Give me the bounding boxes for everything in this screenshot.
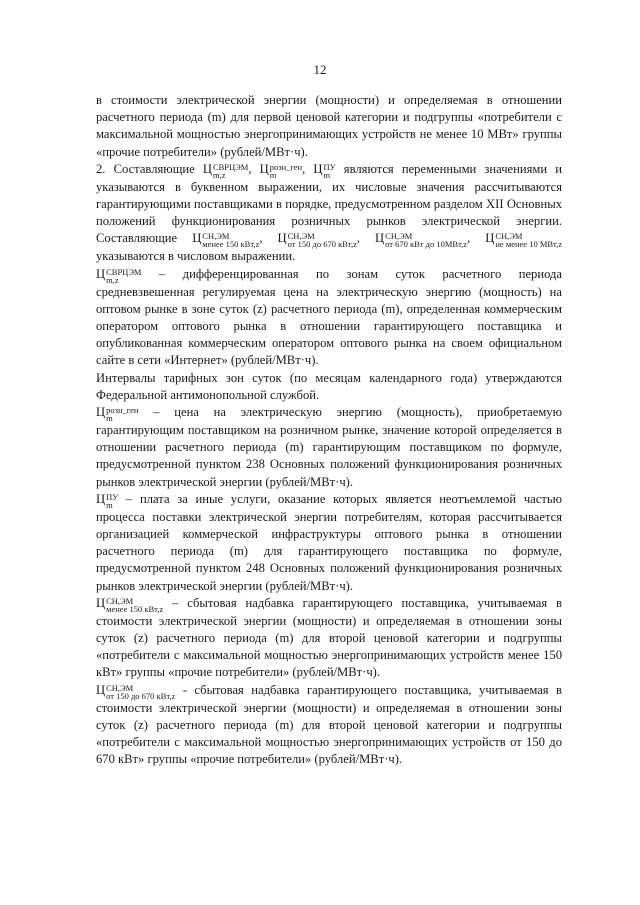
symbol-c-sn-em-150-670: Ц СН,ЭМ от 150 до 670 кВт,z [277,231,357,250]
symbol-c-rozn-gen: Ц розн_ген m [96,405,139,424]
paragraph-7: Ц СН,ЭМ менее 150 кВт,z – сбытовая надбавка гарантирующего поставщика, учитываемая в стоимости электрической энергии (мощности) и определяемая в отношении зоны суток (z) расчетного периода (m) для второй ценовой категории и подгруппы «потребители с максимальной мощностью энергопринимающих устройств менее 150 кВт» группы «прочие потребители» (рублей/МВт·ч). [96,595,562,680]
paragraph-2-text-d: являются переменными значениями и указываются в буквенном выражении, их числовые значения рассчитываются гарантирующими поставщиками в порядке, предусмотренном разделом XII Основных положений функционирования розничных рынков электрической энергии. Составляющие [96,161,562,246]
symbol-c-sn-em-ne-less10: Ц СН,ЭМ не менее 10 МВт,z [485,231,563,250]
symbol-c-sn-em-150-670: Ц СН,ЭМ от 150 до 670 кВт,z [96,682,176,701]
paragraph-4: Интервалы тарифных зон суток (по месяцам календарного года) утверждаются Федеральной антимонопольной службой. [96,370,562,402]
symbol-c-svrcem: Ц СВРЦЭМ m,z [202,161,249,180]
document-body [96,92,562,769]
paragraph-1: в стоимости электрической энергии (мощности) и определяемая в отношении расчетного периода (m) для первой ценовой категории и подгруппы «потребители с максимальной мощностью энергопринимающих устройств не менее 10 МВт» группы «прочие потребители» (рублей/МВт·ч). [96,93,562,159]
symbol-c-sn-em-less150: Ц СН,ЭМ менее 150 кВт,z [192,231,260,250]
paragraph-6: Ц ПУ m – плата за иные услуги, оказание которых является неотъемлемой частью процесса поставки электрической энергии потребителям, которая рассчитывается организацией коммерческой инфраструктуры оптового рынка в отношении расчетного периода (m) для гарантирующего поставщика по формуле, предусмотренной пунктом 248 Основных положений функционирования розничных рынков электрической энергии (рублей/МВт·ч). [96,491,562,593]
symbol-c-sn-em-670-10: Ц СН,ЭМ от 670 кВт до 10МВт,z [375,231,468,250]
paragraph-5: Ц розн_ген m – цена на электрическую энергию (мощность), приобретаемую гарантирующим поставщиком на розничном рынке, значение которой определяется в отношении расчетного периода (m) гарантирующим поставщиком по формуле, предусмотренной пунктом 238 Основных положений функционирования розничных рынков электрической энергии (рублей/МВт·ч). [96,405,562,489]
page-number: 12 [313,62,327,77]
paragraph-3: Ц СВРЦЭМ m,z – дифференцированная по зонам суток расчетного периода средневзвешенная регулируемая цена на электрическую энергию (мощность) на оптовом рынке в зоне суток (z) расчетного периода (m), определенная коммерческим оператором оптового рынка в отношении гарантирующего поставщика и опубликованная коммерческим оператором оптового рынка на своем официальном сайте в сети «Интернет» (рублей/МВт·ч). [96,266,562,368]
symbol-c-pu: Ц ПУ m [313,161,336,180]
symbol-c-svrcem: Ц СВРЦЭМ m,z [96,266,142,285]
paragraph-2-text-a: 2. Составляющие [96,161,203,176]
symbol-c-sn-em-less150: Ц СН,ЭМ менее 150 кВт,z [96,595,164,614]
paragraph-2: 2. Составляющие Ц СВРЦЭМ m,z , Ц розн_ген m , Ц ПУ m являются переменными значениями и указываются в буквенном выражении, их числовые значения рассчитываются гарантирующими поставщиками в порядке, предусмотренном разделом XII Основных положений функционирования розничных рынков электрической энергии. Составляющие Ц СН,ЭМ менее 150 кВт,z , Ц СН,ЭМ от 150 до 670 кВт,z , Ц СН,ЭМ от 670 кВт до 10МВт,z , Ц СН,ЭМ не менее 10 МВт,z указываются в числовом выражении. [96,161,563,264]
symbol-c-pu: Ц ПУ m [96,491,119,510]
paragraph-8: Ц СН,ЭМ от 150 до 670 кВт,z - сбытовая надбавка гарантирующего поставщика, учитываемая в стоимости электрической энергии (мощности) и определяемая в отношении зоны суток (z) расчетного периода (m) для второй ценовой категории и подгруппы «потребители с максимальной мощностью энергопринимающих устройств от 150 до 670 кВт» группы «прочие потребители» (рублей/МВт·ч). [96,682,562,767]
symbol-c-rozn-gen: Ц розн_ген m [259,161,303,180]
